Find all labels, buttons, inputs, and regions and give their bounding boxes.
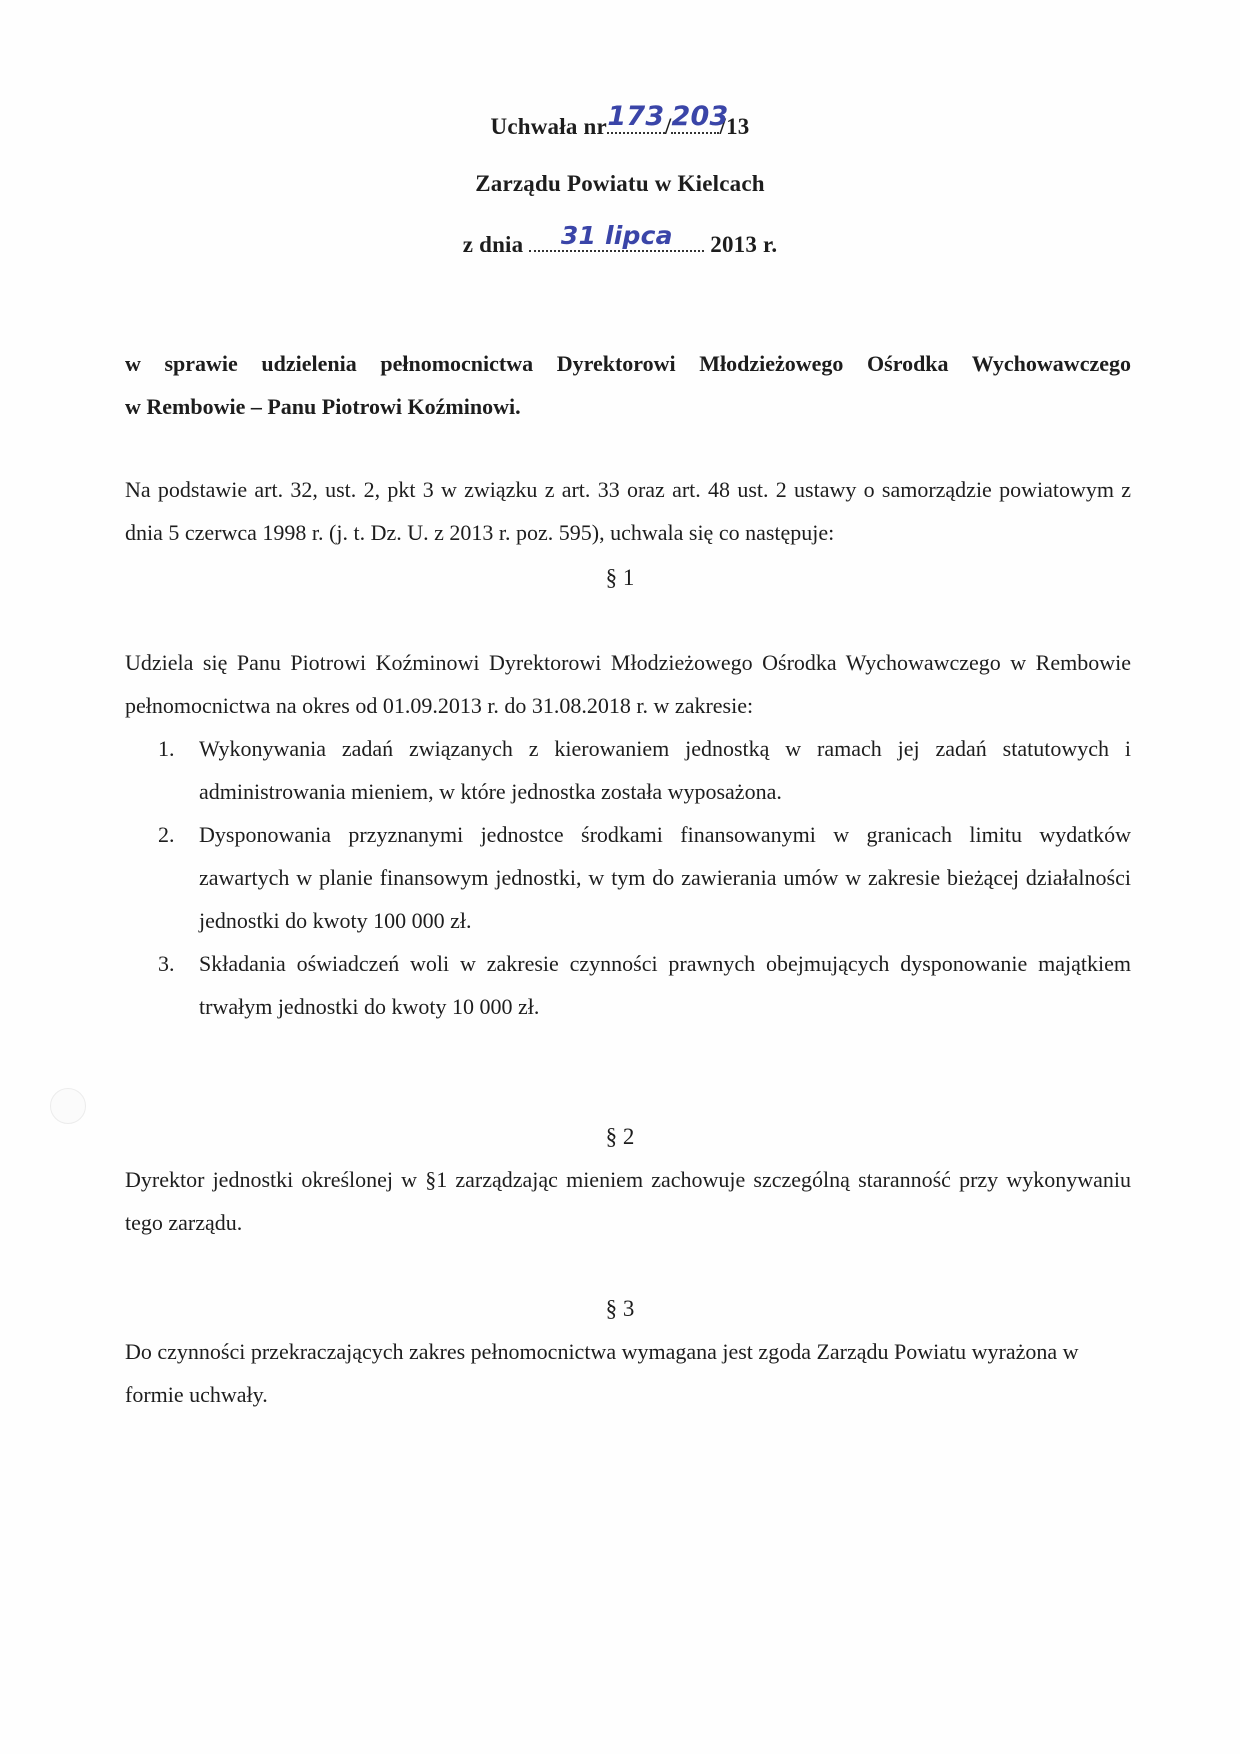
handwritten-number-field-2 (671, 101, 729, 134)
section-3-heading: § 3 (605, 1296, 635, 1321)
handwritten-date-field (529, 221, 704, 252)
handwritten-number-2: 203 (671, 101, 729, 132)
section-2-heading: § 2 (605, 1124, 635, 1149)
subject-line-1: w sprawie udzielenia pełnomocnictwa Dyrektorowi Młodzieżowego Ośrodka Wychowawczego (125, 351, 1131, 376)
list-item-number: 2. (158, 822, 175, 847)
punch-hole-mark (50, 1088, 86, 1124)
resolution-number: Uchwała nr 173 / 203 /13 (490, 101, 750, 139)
list-item: Wykonywania zadań związanych z kierowaniem jednostką w ramach jej zadań statutowych i administrowania mieniem, w które jednostka została wyposażona. (199, 736, 1131, 804)
handwritten-date: 31 lipca (560, 221, 673, 250)
subject-line-2: w Rembowie – Panu Piotrowi Koźminowi. (125, 394, 521, 419)
resolution-date: z dnia 31 lipca 2013 r. (462, 221, 778, 257)
list-item: Dysponowania przyznanymi jednostce środkami finansowanymi w granicach limitu wydatków zawartych w planie finansowym jednostki, w tym do zawierania umów w zakresie bieżącej działalności jednostki do kwoty 100 000 zł. (199, 822, 1131, 933)
list-item: Składania oświadczeń woli w zakresie czynności prawnych obejmujących dysponowanie majątkiem trwałym jednostki do kwoty 10 000 zł. (199, 951, 1131, 1019)
section-2-text: Dyrektor jednostki określonej w §1 zarządzając mieniem zachowuje szczególną staranność przy wykonywaniu tego zarządu. (125, 1167, 1131, 1235)
section-3-text: Do czynności przekraczających zakres pełnomocnictwa wymagana jest zgoda Zarządu Powiatu wyrażona w formie uchwały. (125, 1339, 1079, 1407)
list-item-number: 1. (158, 736, 175, 761)
section-1-heading: § 1 (605, 565, 635, 590)
section-1-intro: Udziela się Panu Piotrowi Koźminowi Dyrektorowi Młodzieżowego Ośrodka Wychowawczego w Rembowie pełnomocnictwa na okres od 01.09.2013 r. do 31.08.2018 r. w zakresie: (125, 650, 1131, 718)
board-name: Zarządu Powiatu w Kielcach (475, 171, 765, 196)
handwritten-number-field-1 (607, 101, 665, 134)
legal-basis: Na podstawie art. 32, ust. 2, pkt 3 w związku z art. 33 oraz art. 48 ust. 2 ustawy o samorządzie powiatowym z dnia 5 czerwca 1998 r. (j. t. Dz. U. z 2013 r. poz. 595), uchwala się co następuje: (125, 477, 1131, 545)
handwritten-number-1: 173 (607, 101, 665, 132)
list-item-number: 3. (158, 951, 175, 976)
